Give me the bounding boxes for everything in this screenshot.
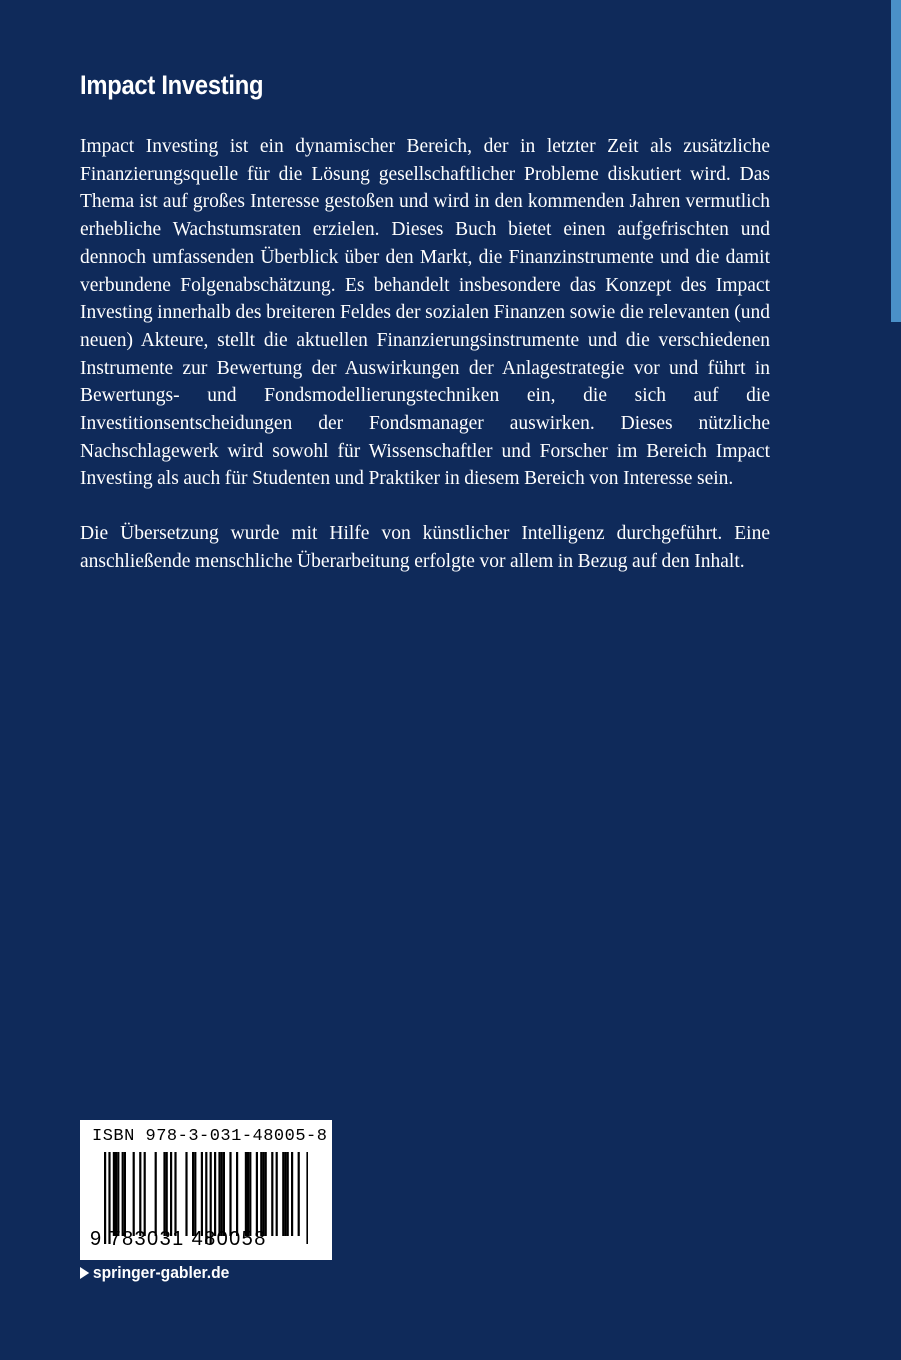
barcode-bar xyxy=(174,1152,176,1236)
isbn-label: ISBN 978-3-031-48005-8 xyxy=(92,1127,328,1146)
barcode-bar xyxy=(194,1152,196,1236)
barcode-bar xyxy=(214,1152,216,1236)
barcode-bar xyxy=(245,1152,247,1236)
barcode-bar xyxy=(282,1152,284,1236)
barcode-bar xyxy=(271,1152,273,1236)
isbn-barcode xyxy=(80,1120,332,1260)
blurb-paragraph-1: Impact Investing ist ein dynamischer Bereich, der in letzter Zeit als zusätzliche Finanzierungsquelle für die Lösung gesellschaftlicher Probleme diskutiert wird. Das Thema ist auf großes Interesse gestoßen und wird in den kommenden Jahren vermutlich erhebliche Wachstumsraten erzielen. Dieses Buch bietet einen aufgefrischten und dennoch umfassenden Überblick über den Markt, die Finanzinstrumente und die damit verbundene Folgenabschätzung. Es behandelt insbesondere das Konzept des Impact Investing innerhalb des breiteren Feldes der sozialen Finanzen sowie die relevanten (und neuen) Akteure, stellt die aktuellen Finanzierungsinstrumente und die verschiedenen Instrumente zur Bewertung der Auswirkungen der Anlagestrategie vor und führt in Bewertungs- und Fondsmodellierungstechniken ein, die sich auf die Investitionsentscheidungen der Fondsmanager auswirken. Dieses nützliche Nachschlagewerk wird sowohl für Wissenschaftler und Forscher im Bereich Impact Investing als auch für Studenten und Praktiker in diesem Bereich von Interesse sein. xyxy=(80,136,770,490)
barcode-bar xyxy=(144,1152,146,1236)
barcode-bar xyxy=(221,1152,223,1236)
barcode-bar xyxy=(192,1152,194,1236)
barcode-bar xyxy=(113,1152,115,1236)
arrow-right-icon xyxy=(80,1267,89,1279)
barcode-bar xyxy=(276,1152,278,1236)
barcode-bar xyxy=(256,1152,258,1236)
barcode-bar xyxy=(298,1152,300,1236)
blurb xyxy=(80,133,770,576)
barcode-bar xyxy=(218,1152,220,1236)
barcode-bar xyxy=(122,1152,124,1236)
barcode-bar xyxy=(170,1152,172,1236)
barcode-bar xyxy=(284,1152,286,1236)
barcode-bar xyxy=(265,1152,267,1236)
barcode-bar xyxy=(249,1152,251,1236)
blurb-paragraph-2: Die Übersetzung wurde mit Hilfe von künstlicher Intelligenz durchgeführt. Eine anschließende menschliche Überarbeitung erfolgte vor allem in Bezug auf den Inhalt. xyxy=(80,523,770,572)
publisher-link[interactable] xyxy=(80,1263,229,1283)
barcode-bar xyxy=(124,1152,126,1236)
accent-strip xyxy=(891,0,901,322)
barcode-bar xyxy=(133,1152,135,1236)
barcode-bar xyxy=(262,1152,264,1236)
barcode-bar xyxy=(223,1152,225,1236)
barcode-bar xyxy=(117,1152,119,1236)
barcode-bar xyxy=(155,1152,157,1236)
barcode-bar xyxy=(115,1152,117,1236)
barcode-bar xyxy=(291,1152,293,1236)
book-title: Impact Investing xyxy=(80,70,264,100)
barcode-bar xyxy=(201,1152,203,1236)
barcode-bar xyxy=(236,1152,238,1236)
barcode-bar xyxy=(166,1152,168,1236)
barcode-bar xyxy=(247,1152,249,1236)
barcode-bar xyxy=(287,1152,289,1236)
publisher-url: springer-gabler.de xyxy=(92,1263,230,1282)
barcode-bar xyxy=(185,1152,187,1236)
barcode-bar xyxy=(163,1152,165,1236)
barcode-bar xyxy=(260,1152,262,1236)
barcode-bar xyxy=(139,1152,141,1236)
ean-digits: 9 783031 480058 xyxy=(90,1228,267,1250)
barcode-bar xyxy=(229,1152,231,1236)
